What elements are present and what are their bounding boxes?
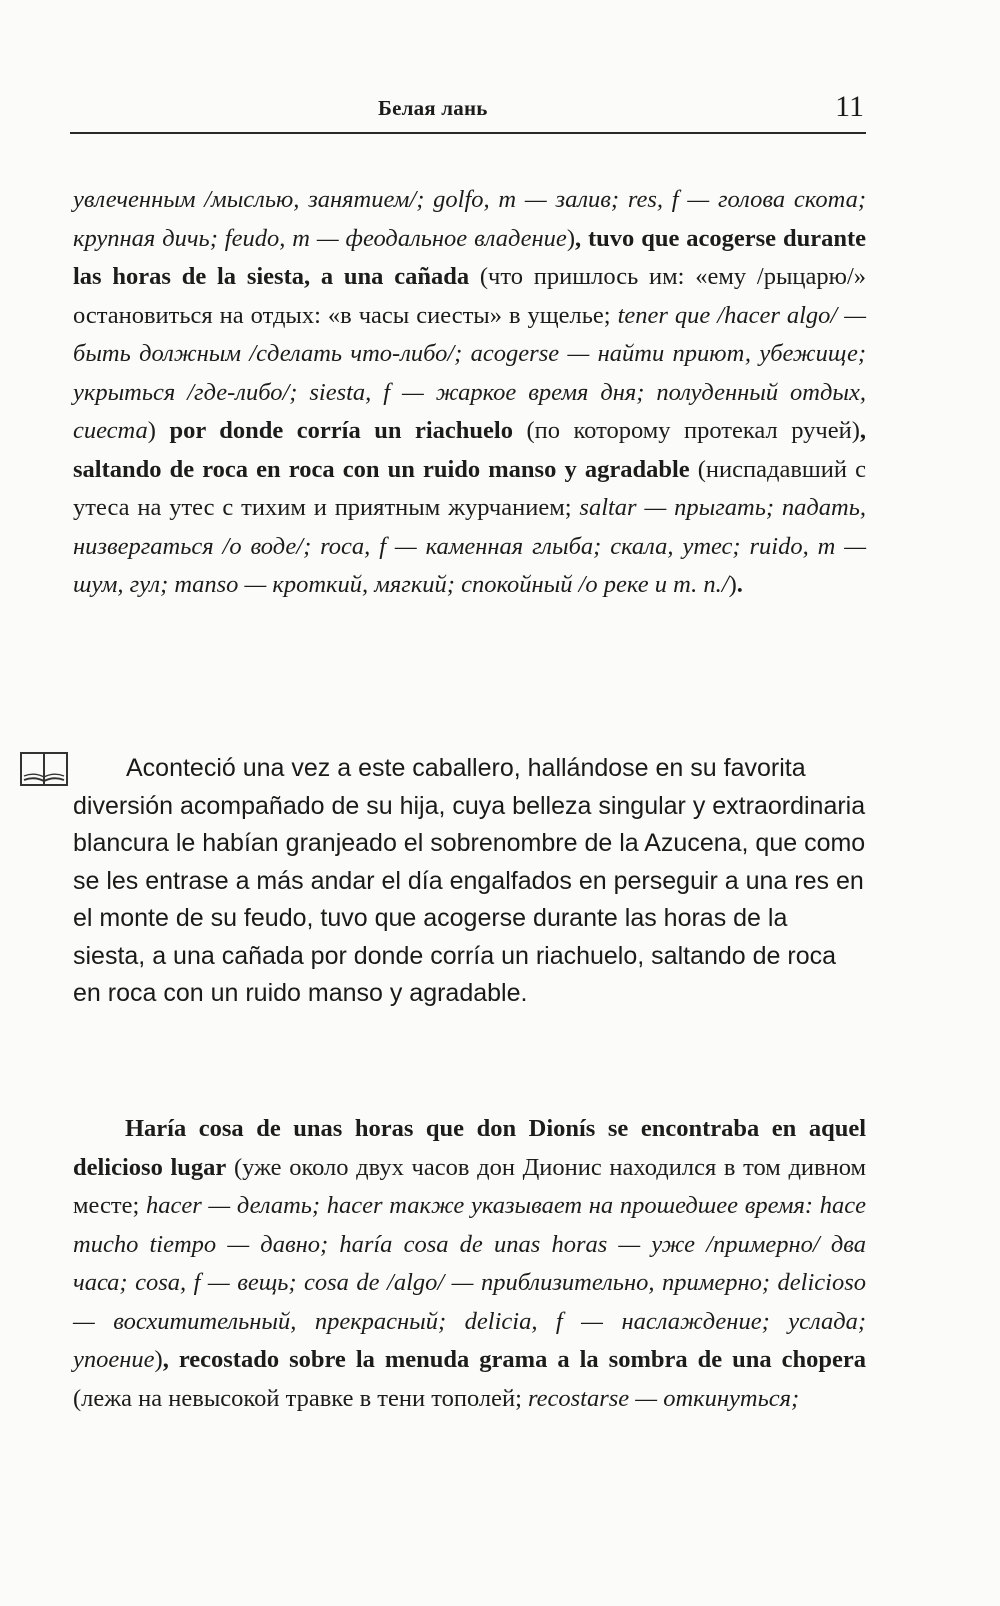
segment: (что пришлось им: «ему /рыцарю/» остановиться на отдых: «в часы сиесты» в ущелье; (73, 263, 867, 329)
segment: (лежа на невысокой травке в тени тополей; (73, 1384, 529, 1412)
segment: , recostado sobre la menuda grama a la sombra de una chopera (162, 1346, 866, 1373)
segment: ) (154, 1346, 163, 1373)
segment: , tuvo que acogerse durante las horas de la siesta, a una cañada (73, 224, 866, 290)
segment: saltar — прыгать; падать, низвергаться /о воде/; roca, f — каменная глыба; скала, утес; ruido, m — шум, гул; manso — кроткий, мягкий; спокойный /о реке и т. п./ (73, 494, 867, 598)
segment: . (736, 571, 743, 598)
segment: увлеченным /мыслью, занятием/; golfo, m — залив; res, f — голова скота; крупная дичь; feudo, m — феодальное владение (73, 186, 866, 252)
page-number: 11 (835, 90, 864, 123)
segment: hacer — делать; hacer также указывает на прошедшее время: hace mucho tiempo — давно; haría cosa de unas horas — уже /примерно/ два часа; cosa, f — вещь; cosa de /algo/ — приблизительно, примерно; delicioso — восхитительный, прекрасный; delicia, f — наслаждение; услада; упоение (73, 1192, 866, 1373)
commentary-paragraph-1 (73, 181, 866, 605)
segment: (по которому протекал ручей) (512, 417, 860, 444)
segment: ) (566, 224, 575, 252)
segment: por donde corría un riachuelo (169, 417, 513, 444)
segment: recostarse — откинуться; (528, 1384, 800, 1412)
original-spanish-text: Aconteció una vez a este caballero, hallándose en su favorita diversión acompañado de su hija, cuya belleza singular y extraordinaria blancura le habían granjeado el sobrenombre de la Azucena, que como se les entrase a más andar el día engalfados en perseguir a una res en el monte de su feudo, tuvo que acogerse durante las horas de la siesta, a una cañada por donde corría un riachuelo, saltando de roca en roca con un ruido manso y agradable. (73, 754, 866, 1007)
commentary-paragraph-2 (73, 1110, 866, 1418)
segment: ) (147, 417, 170, 444)
page-header (70, 88, 866, 134)
running-title: Белая лань (378, 96, 488, 120)
segment: , saltando de roca en roca con un ruido manso y agradable (73, 417, 866, 483)
segment: tener que /hacer algo/ — быть должным /сделать что-либо/; acogerse — найти приют, убежище; укрыться /где-либо/; siesta, f — жаркое время дня; полуденный отдых, сиеста (73, 301, 866, 444)
open-book-icon (20, 752, 68, 786)
segment: ) (728, 571, 737, 598)
segment: (уже около двух часов дон Дионис находился в том дивном месте; (73, 1153, 866, 1219)
segment: Haría cosa de unas horas que don Dionís se encontraba en aquel delicioso lugar (73, 1115, 866, 1181)
segment: (ниспадавший с утеса на утес с тихим и приятным журчанием; (73, 455, 866, 521)
